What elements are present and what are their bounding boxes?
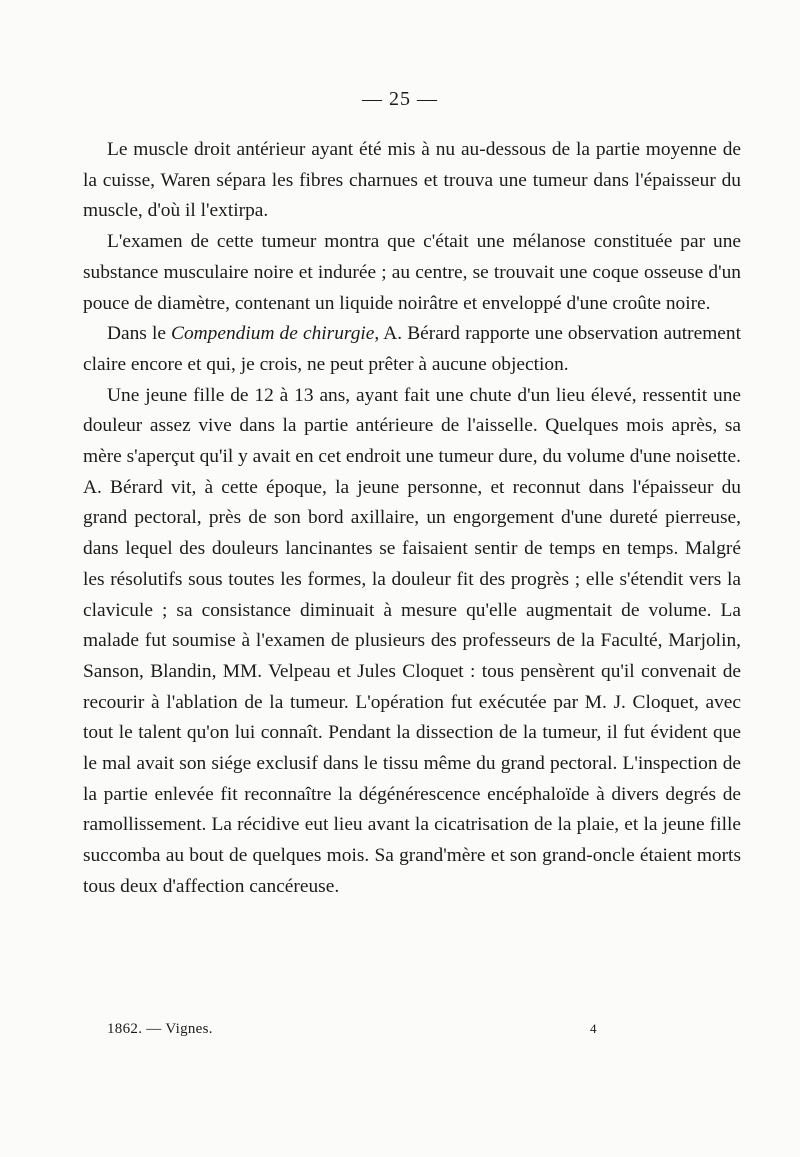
paragraph-3 <box>83 319 741 380</box>
paragraph-3-after: , A. Bérard rapporte une observation autrement claire encore et qui, je crois, ne peut prêter à aucune objection. <box>83 323 742 375</box>
paragraph-1: Le muscle droit antérieur ayant été mis à nu au-dessous de la partie moyenne de la cuisse, Waren sépara les fibres charnues et trouva une tumeur dans l'épaisseur du muscle, d'où il l'extirpa. <box>83 139 741 222</box>
page-number: — 25 — <box>362 88 438 110</box>
paragraph-4: Une jeune fille de 12 à 13 ans, ayant fait une chute d'un lieu élevé, ressentit une douleur assez vive dans la partie antérieure de l'aisselle. Quelques mois après, sa mère s'aperçut qu'il y avait en cet endroit une tumeur dure, du volume d'une noisette. A. Bérard vit, à cette époque, la jeune personne, et reconnut dans l'épaisseur du grand pectoral, près de son bord axillaire, un engorgement d'une dureté pierreuse, dans lequel des douleurs lancinantes se faisaient sentir de temps en temps. Malgré les résolutifs sous toutes les formes, la douleur fit des progrès ; elle s'étendit vers la clavicule ; sa consistance diminuait à mesure qu'elle augmentait de volume. La malade fut soumise à l'examen de plusieurs des professeurs de la Faculté, Marjolin, Sanson, Blandin, MM. Velpeau et Jules Cloquet : tous pensèrent qu'il convenait de recourir à l'ablation de la tumeur. L'opération fut exécutée par M. J. Cloquet, avec tout le talent qu'on lui connaît. Pendant la dissection de la tumeur, il fut évident que le mal avait son siége exclusif dans le tissu même du grand pectoral. L'inspection de la partie enlevée fit reconnaître la dégénérescence encéphaloïde à divers degrés de ramollissement. La récidive eut lieu avant la cicatrisation de la plaie, et la jeune fille succomba au bout de quelques mois. Sa grand'mère et son grand-oncle étaient morts tous deux d'affection cancéreuse. <box>83 384 741 897</box>
body-text <box>83 135 741 903</box>
paragraph-2: L'examen de cette tumeur montra que c'était une mélanose constituée par une substance musculaire noire et indurée ; au centre, se trouvait une coque osseuse d'un pouce de diamètre, contenant un liquide noirâtre et enveloppé d'une croûte noire. <box>83 231 741 314</box>
printer-signature: 1862. — Vignes. <box>107 1021 213 1037</box>
signature-mark: 4 <box>590 1021 597 1036</box>
paragraph-3-before: Dans le <box>107 323 172 345</box>
book-title: Compendium de chirurgie <box>171 323 375 345</box>
